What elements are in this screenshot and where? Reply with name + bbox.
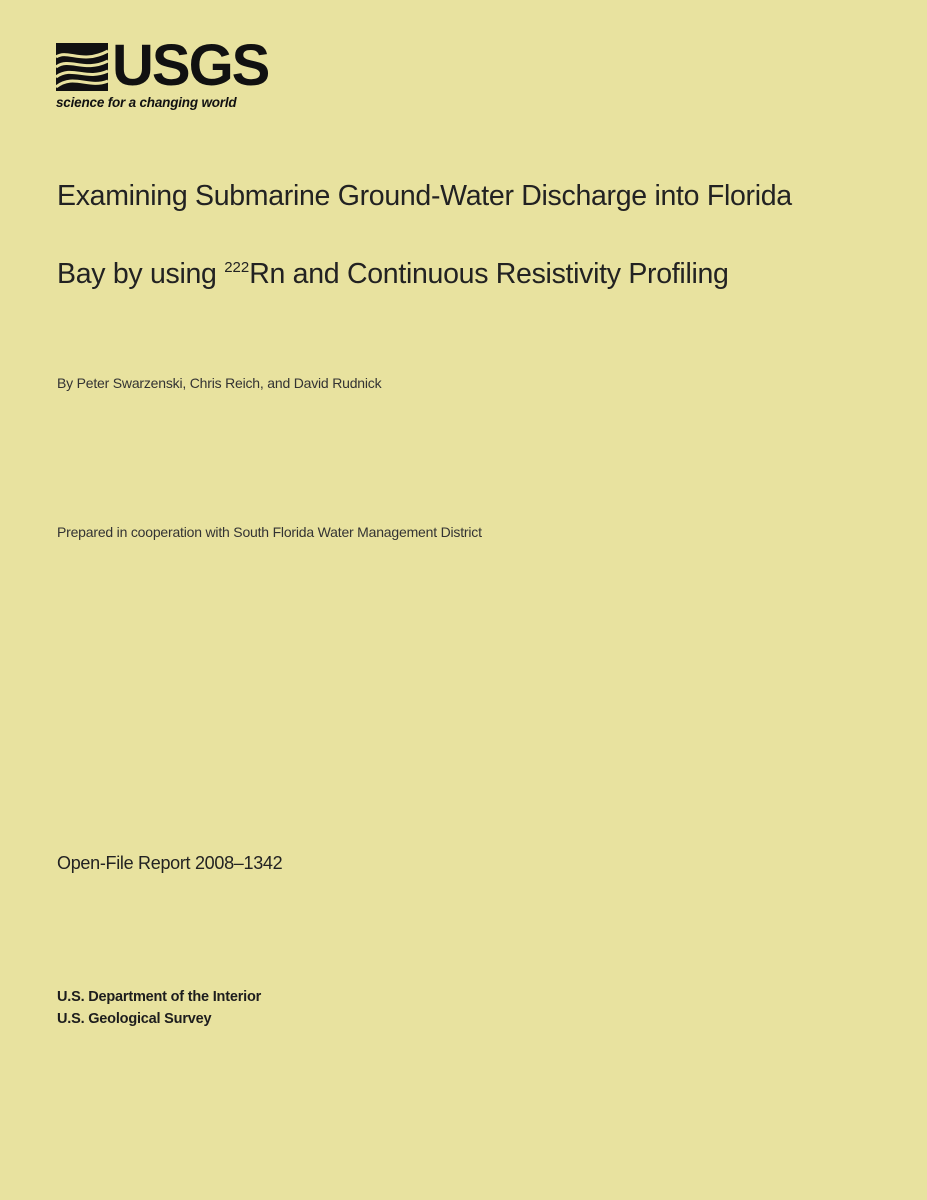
usgs-wordmark: USGS: [112, 33, 269, 98]
isotope-mass-number: 222: [224, 259, 250, 276]
title-line-2-prefix: Bay by using: [57, 258, 225, 290]
cooperation-statement: Prepared in cooperation with South Florida Water Management District: [57, 524, 482, 540]
agency-name: U.S. Geological Survey: [57, 1011, 212, 1027]
title-line-2-suffix: Rn and Continuous Resistivity Profiling: [249, 258, 729, 290]
usgs-tagline: science for a changing world: [56, 95, 237, 110]
report-title-line-1: Examining Submarine Ground-Water Discharge into Florida: [57, 180, 792, 212]
authors-line: By Peter Swarzenski, Chris Reich, and David Rudnick: [57, 375, 382, 391]
department-name: U.S. Department of the Interior: [57, 989, 262, 1005]
usgs-wave-icon: [56, 43, 108, 91]
report-number: Open-File Report 2008–1342: [57, 853, 283, 873]
usgs-logo: [56, 33, 269, 116]
report-title-line-2: [57, 258, 897, 291]
